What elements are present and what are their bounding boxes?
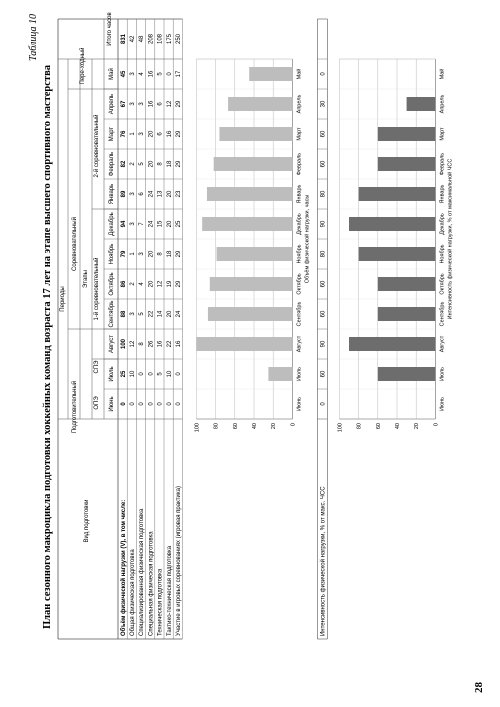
intensity-cell: 30 xyxy=(320,100,327,108)
volume-chart xyxy=(194,59,310,432)
table-cell: 20 xyxy=(148,250,155,258)
chart-x-tick: Март xyxy=(296,127,303,141)
chart-bar-12 xyxy=(249,67,292,81)
chart-bar-4 xyxy=(378,307,436,321)
table-cell: 0 xyxy=(139,372,146,376)
chart-x-tick: Ноябрь xyxy=(439,244,446,264)
header-total: Итого часов xyxy=(107,12,113,46)
table-title: План сезонного макроцикла подготовки хоккейных команд возраста 17 лет на этапе высшего спортивного мастерства xyxy=(42,64,53,630)
chart-x-tick: Октябрь xyxy=(296,273,303,295)
chart-bar-6 xyxy=(217,247,293,261)
table-cell: 3 xyxy=(130,102,136,106)
table-cell: 0 xyxy=(166,72,173,76)
month-header: Апрель xyxy=(109,93,115,115)
intensity-label: Интенсивность физической нагрузки, % от макс. ЧСС xyxy=(320,486,327,636)
chart-bar-7 xyxy=(349,217,435,231)
row-total: 175 xyxy=(166,33,173,45)
chart-x-tick: Апрель xyxy=(439,94,446,114)
table-cell: 16 xyxy=(157,340,164,348)
chart-x-tick: Январь xyxy=(439,184,446,204)
table-cell: 79 xyxy=(120,250,127,258)
chart-y-tick: 100 xyxy=(194,423,201,433)
chart-y-tick: 20 xyxy=(271,423,278,430)
table-cell: 0 xyxy=(176,402,182,406)
chart-x-tick: Март xyxy=(439,127,446,141)
month-header: Декабрь xyxy=(109,212,115,236)
chart-y-tick: 60 xyxy=(232,423,239,430)
table-cell: 20 xyxy=(148,130,155,138)
table-cell: 8 xyxy=(157,252,164,256)
chart-bar-7 xyxy=(202,217,292,231)
table-cell: 0 xyxy=(130,402,136,406)
table-cell: 18 xyxy=(166,250,173,258)
chart-bar-2 xyxy=(378,367,436,381)
month-header-row xyxy=(108,68,115,412)
table-cell: 29 xyxy=(176,250,182,258)
table-cell: 3 xyxy=(139,102,146,106)
chart-y-tick: 100 xyxy=(337,423,344,433)
table-cell: 14 xyxy=(157,310,164,318)
table-cell: 76 xyxy=(120,130,127,138)
table-cell: 3 xyxy=(130,222,136,226)
intensity-row xyxy=(317,19,327,639)
table-cell: 29 xyxy=(176,100,182,108)
page-number: 28 xyxy=(473,682,485,693)
table-cell: 0 xyxy=(166,402,173,406)
table-cell: 0 xyxy=(148,402,155,406)
month-header: Сентябрь xyxy=(109,300,115,328)
header-comp: Соревновательный xyxy=(72,217,78,271)
chart-x-tick: Декабрь xyxy=(296,213,303,235)
row-total: 108 xyxy=(157,33,164,45)
table-cell: 3 xyxy=(130,192,136,196)
table-cell: 10 xyxy=(130,370,136,378)
table-cell: 3 xyxy=(130,312,136,316)
row-label: Участие в игровых соревнованиях (игровая практика) xyxy=(176,486,182,636)
table-cell: 25 xyxy=(176,220,182,228)
table-cell: 24 xyxy=(176,310,182,318)
table-cell: 5 xyxy=(139,162,146,166)
table-cell: 3 xyxy=(139,252,146,256)
table-cell: 13 xyxy=(157,190,164,198)
chart-x-tick: Январь xyxy=(296,184,303,204)
table-cell: 2 xyxy=(130,162,136,166)
row-total: 250 xyxy=(176,33,182,45)
intensity-cell: 60 xyxy=(320,310,327,318)
table-cell: 29 xyxy=(176,160,182,168)
table-cell: 82 xyxy=(120,160,127,168)
month-header: Ноябрь xyxy=(109,243,115,265)
table-cell: 0 xyxy=(139,402,146,406)
table-cell: 0 xyxy=(148,372,155,376)
table-cell: 86 xyxy=(120,280,127,288)
header-transitional: Пере-ходный xyxy=(80,47,86,85)
header-opp: ОПЭ xyxy=(94,396,100,410)
chart-bar-10 xyxy=(219,127,292,141)
table-cell: 24 xyxy=(148,190,155,198)
table-cell: 8 xyxy=(139,342,146,346)
row-label: Тактико-техническая подготовка xyxy=(166,545,173,636)
chart-caption: Интенсивность физической нагрузки, % от максимальной ЧСС xyxy=(447,158,454,320)
chart-x-tick: Август xyxy=(439,335,446,353)
chart-y-tick: 80 xyxy=(213,423,220,430)
table-cell: 16 xyxy=(148,70,155,78)
chart-caption: Объём физической нагрузки, часы xyxy=(304,194,311,284)
table-cell: 4 xyxy=(139,282,146,286)
header-comp1: 1-й соревновательный xyxy=(94,257,100,321)
row-label: Техническая подготовка xyxy=(157,568,164,636)
table-cell: 23 xyxy=(176,190,182,198)
chart-bar-3 xyxy=(349,337,435,351)
header-spp: СПЭ xyxy=(94,360,100,374)
chart-bar-8 xyxy=(207,187,292,201)
row-total: 42 xyxy=(130,35,136,43)
chart-bar-2 xyxy=(268,367,292,381)
chart-x-tick: Июль xyxy=(296,366,303,382)
month-header: Октябрь xyxy=(109,272,115,296)
table-cell: 22 xyxy=(166,340,173,348)
header-stages: Этапы xyxy=(83,270,89,288)
intensity-cell: 60 xyxy=(320,160,327,168)
table-cell: 5 xyxy=(157,72,164,76)
chart-x-tick: Сентябрь xyxy=(296,301,303,327)
table-cell: 19 xyxy=(166,280,173,288)
table-cell: 100 xyxy=(120,338,127,350)
row-total: 208 xyxy=(148,33,155,45)
table-cell: 26 xyxy=(148,340,155,348)
table-cell: 5 xyxy=(157,372,164,376)
table-cell: 29 xyxy=(176,280,182,288)
header-comp2: 2-й соревновательный xyxy=(94,114,100,178)
table-cell: 25 xyxy=(120,370,127,378)
chart-bar-10 xyxy=(378,127,436,141)
table-cell: 15 xyxy=(157,220,164,228)
chart-y-tick: 40 xyxy=(252,423,258,430)
chart-x-tick: Ноябрь xyxy=(296,244,303,264)
month-header: Июль xyxy=(109,366,115,382)
intensity-chart xyxy=(337,59,453,432)
intensity-cell: 60 xyxy=(320,130,327,138)
table-cell: 3 xyxy=(139,132,146,136)
table-cell: 17 xyxy=(176,70,182,78)
table-cell: 0 xyxy=(157,402,164,406)
table-cell: 89 xyxy=(120,190,127,198)
chart-y-tick: 0 xyxy=(433,423,440,427)
table-cell: 0 xyxy=(176,372,182,376)
chart-y-tick: 0 xyxy=(290,423,297,427)
chart-x-tick: Апрель xyxy=(296,94,303,114)
table-cell: 20 xyxy=(148,160,155,168)
chart-x-tick: Декабрь xyxy=(439,213,446,235)
table-cell: 1 xyxy=(130,252,136,256)
table-cell: 12 xyxy=(166,100,173,108)
table-cell: 45 xyxy=(120,70,127,78)
intensity-cell: 60 xyxy=(320,280,327,288)
table-cell: 5 xyxy=(139,312,146,316)
chart-y-tick: 80 xyxy=(356,423,363,430)
intensity-cell: 90 xyxy=(320,220,327,228)
chart-x-tick: Февраль xyxy=(439,152,446,176)
table-cell: 1 xyxy=(130,132,136,136)
row-label: Общая физическая подготовка xyxy=(130,549,136,636)
table-cell: 67 xyxy=(120,100,127,108)
chart-bar-11 xyxy=(407,97,436,111)
intensity-cell: 0 xyxy=(320,402,327,406)
chart-y-tick: 20 xyxy=(414,423,421,430)
chart-x-tick: Май xyxy=(439,68,446,80)
month-header: Июнь xyxy=(109,396,115,412)
chart-bar-4 xyxy=(208,307,292,321)
chart-x-tick: Май xyxy=(296,68,303,80)
table-cell: 3 xyxy=(130,72,136,76)
table-cell: 16 xyxy=(176,340,182,348)
table-cell: 18 xyxy=(166,160,173,168)
month-header: Март xyxy=(109,126,115,142)
chart-x-tick: Октябрь xyxy=(439,273,446,295)
header-type: Вид подготовки xyxy=(84,499,90,543)
table-cell: 0 xyxy=(120,402,127,406)
chart-bar-6 xyxy=(359,247,436,261)
chart-x-tick: Август xyxy=(296,335,303,353)
intensity-cell: 80 xyxy=(320,250,327,258)
table-cell: 16 xyxy=(166,130,173,138)
table-cell: 29 xyxy=(176,130,182,138)
table-body xyxy=(120,33,182,636)
table-cell: 12 xyxy=(130,340,136,348)
table-cell: 8 xyxy=(157,162,164,166)
table-cell: 4 xyxy=(139,72,146,76)
chart-bar-9 xyxy=(378,157,436,171)
chart-y-tick: 60 xyxy=(375,423,382,430)
row-label: Специализированная физическая подготовка xyxy=(139,508,146,636)
table-cell: 20 xyxy=(166,190,173,198)
chart-bar-8 xyxy=(359,187,436,201)
chart-bar-5 xyxy=(378,277,436,291)
chart-x-tick: Июнь xyxy=(439,397,446,411)
month-header: Февраль xyxy=(109,151,115,177)
chart-x-tick: Июль xyxy=(439,366,446,382)
intensity-cell: 80 xyxy=(320,190,327,198)
table-cell: 6 xyxy=(157,132,164,136)
chart-x-tick: Июнь xyxy=(296,397,303,411)
chart-x-tick: Февраль xyxy=(296,152,303,176)
row-total: 48 xyxy=(139,35,146,43)
header-periods: Периоды xyxy=(60,286,66,312)
table-cell: 24 xyxy=(148,220,155,228)
table-cell: 22 xyxy=(148,310,155,318)
chart-y-tick: 40 xyxy=(395,423,401,430)
chart-bar-11 xyxy=(228,97,292,111)
chart-bar-3 xyxy=(196,337,292,351)
intensity-cell: 90 xyxy=(320,340,327,348)
intensity-cell: 0 xyxy=(320,72,327,76)
row-label: Специальная физическая подготовка xyxy=(148,531,155,636)
table-cell: 2 xyxy=(130,282,136,286)
table-cell: 12 xyxy=(157,280,164,288)
table-cell: 16 xyxy=(148,100,155,108)
chart-bar-5 xyxy=(210,277,293,291)
row-total: 831 xyxy=(120,33,127,45)
month-header: Май xyxy=(109,68,115,80)
chart-x-tick: Сентябрь xyxy=(439,301,446,327)
month-header: Август xyxy=(109,334,115,354)
table-cell: 6 xyxy=(139,192,146,196)
table-cell: 10 xyxy=(166,370,173,378)
month-header: Январь xyxy=(109,183,115,205)
table-cell: 20 xyxy=(148,280,155,288)
table-cell: 94 xyxy=(120,220,127,228)
table-cell: 20 xyxy=(166,310,173,318)
table-cell: 6 xyxy=(157,102,164,106)
chart-bar-9 xyxy=(214,157,293,171)
intensity-cell: 60 xyxy=(320,370,327,378)
table-cell: 20 xyxy=(166,220,173,228)
row-label: Объём физической нагрузки (V), в том числе: xyxy=(120,499,127,636)
table-cell: 7 xyxy=(139,222,146,226)
table-number: Таблица 10 xyxy=(28,14,39,61)
header-prep: Подготовительный xyxy=(72,380,78,434)
table-cell: 88 xyxy=(120,310,127,318)
